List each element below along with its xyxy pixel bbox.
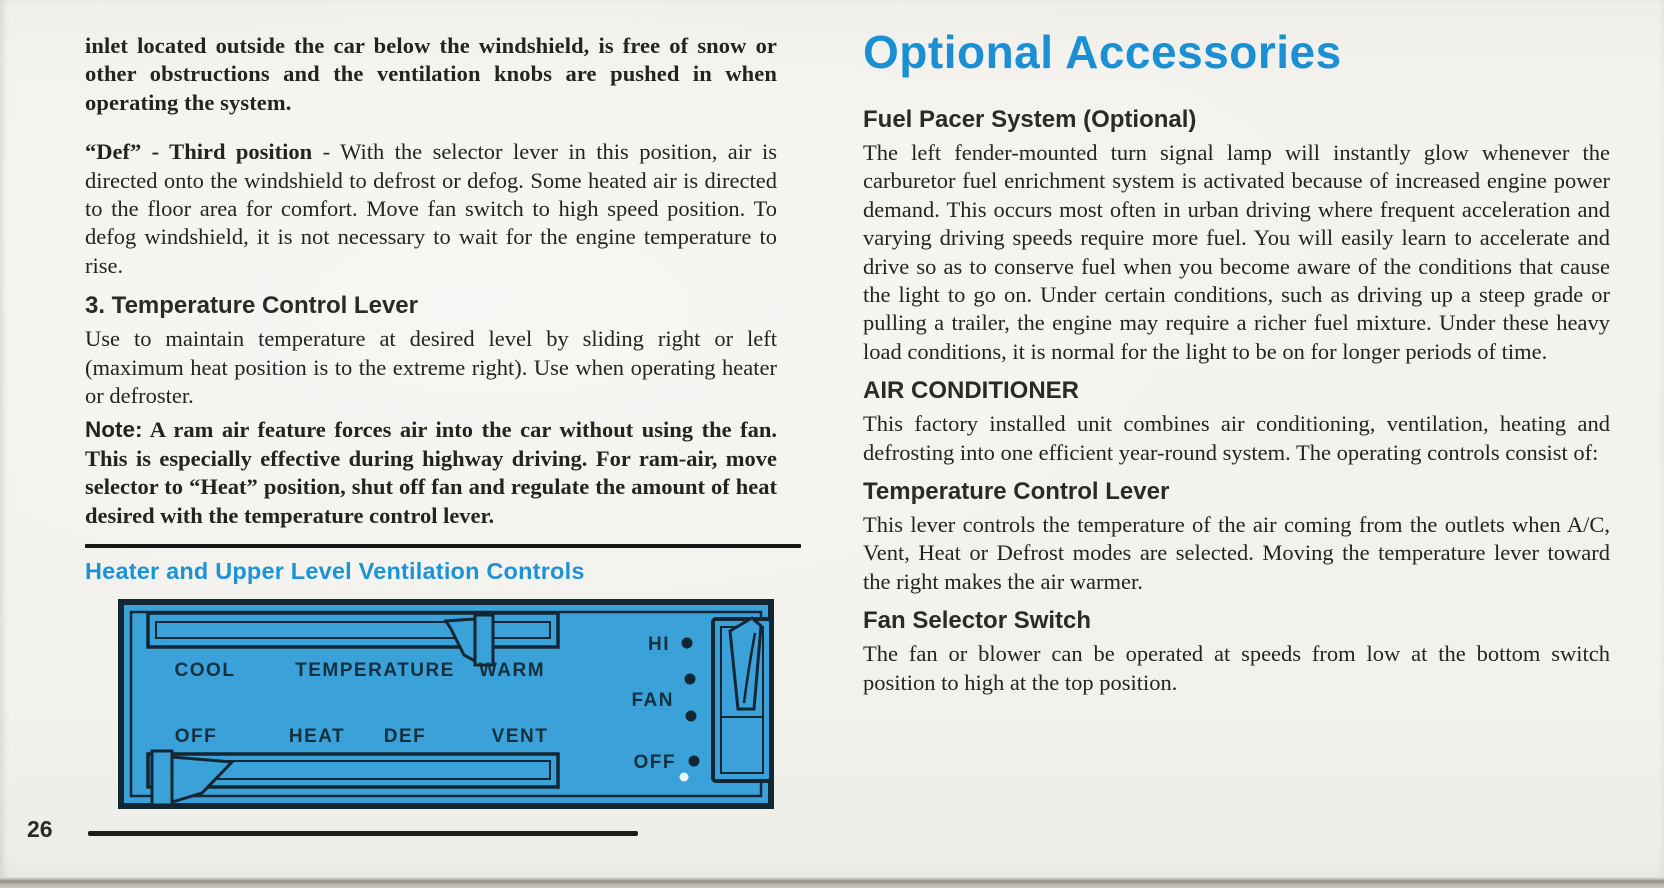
section-heading-fuel-pacer: Fuel Pacer System (Optional) — [863, 106, 1197, 133]
label-vent: VENT — [491, 726, 549, 748]
fan-switch — [713, 618, 771, 781]
def-paragraph-body: - With the selector lever in this position, air is directed onto the windshield to defrost or defog. Some heated air is directed to the floor area for comfort. Move fan switch to high speed position. To defog windshield, it is not necessary to wait for the engine temperature to rise. — [85, 139, 777, 278]
label-cool: COOL — [174, 660, 236, 682]
left-column — [85, 32, 777, 809]
fan-dot-highlight — [680, 773, 689, 782]
label-temperature: TEMPERATURE — [295, 660, 455, 682]
note-body: A ram air feature forces air into the car without using the fan. This is especially effective during highway driving. For ram-air, move selector to “Heat” position, shut off fan and regulate the amount of heat desired with the temperature control lever. — [85, 417, 777, 528]
section-body-fan-selector: The fan or blower can be operated at speeds from low at the bottom switch position to high at the top position. — [863, 641, 1610, 695]
fan-dot-off — [689, 756, 700, 767]
note-paragraph — [85, 416, 777, 530]
page-number: 26 — [27, 816, 53, 842]
figure-title: Heater and Upper Level Ventilation Controls — [85, 558, 585, 585]
fan-label-off: OFF — [633, 752, 676, 774]
label-heat: HEAT — [288, 726, 346, 748]
hvac-panel-figure — [118, 599, 777, 809]
fan-label-hi: HI — [648, 634, 670, 656]
section-body-fuel-pacer: The left fender-mounted turn signal lamp will instantly glow whenever the carburetor fuel enrichment system is activated because of increased engine power demand. This occurs most often in urban driving where frequent acceleration and varying driving speeds require more fuel. You will easily learn to accelerate and drive so as to conserve fuel when you become aware of the conditions that cause the light to go on. Under certain conditions, such as driving up a steep grade or pulling a trailer, the engine may require a richer fuel mixture. Under these heavy load conditions, it is normal for the light to be on for longer periods of time. — [863, 140, 1610, 364]
fan-label-fan: FAN — [631, 690, 674, 712]
def-paragraph-lead: “Def” - Third position — [85, 139, 313, 165]
page-title: Optional Accessories — [863, 26, 1342, 78]
footer-rule — [88, 831, 638, 836]
right-column — [863, 28, 1610, 697]
scan-bottom-edge — [0, 877, 1664, 888]
temp-control-heading: 3. Temperature Control Lever — [85, 292, 418, 320]
section-body-air-conditioner: This factory installed unit combines air conditioning, ventilation, heating and defrosting into one efficient year-round system. The operating controls consist of: — [863, 411, 1610, 465]
label-off: OFF — [174, 726, 218, 748]
def-paragraph — [85, 138, 777, 280]
label-def: DEF — [383, 726, 427, 748]
note-lead: Note: — [85, 417, 143, 443]
section-body-temp-control: This lever controls the temperature of the air coming from the outlets when A/C, Vent, Heat or Defrost modes are selected. Moving the temperature lever toward the right makes the air warmer. — [863, 512, 1610, 594]
fan-dot-med-hi — [685, 674, 696, 685]
intro-paragraph: inlet located outside the car below the windshield, is free of snow or other obstructions and the ventilation knobs are pushed in when operating the system. — [85, 33, 777, 115]
temp-control-paragraph: Use to maintain temperature at desired level by sliding right or left (maximum heat position is to the extreme right). Use when operating heater or defroster. — [85, 326, 777, 409]
divider-rule — [85, 544, 801, 548]
fan-dot-hi — [682, 638, 693, 649]
section-heading-temp-control: Temperature Control Lever — [863, 478, 1170, 506]
section-heading-fan-selector: Fan Selector Switch — [863, 607, 1092, 635]
fan-dot-med-lo — [686, 711, 697, 722]
label-warm: WARM — [478, 660, 546, 682]
hvac-panel-svg — [118, 599, 774, 809]
section-heading-air-conditioner: AIR CONDITIONER — [863, 377, 1079, 405]
